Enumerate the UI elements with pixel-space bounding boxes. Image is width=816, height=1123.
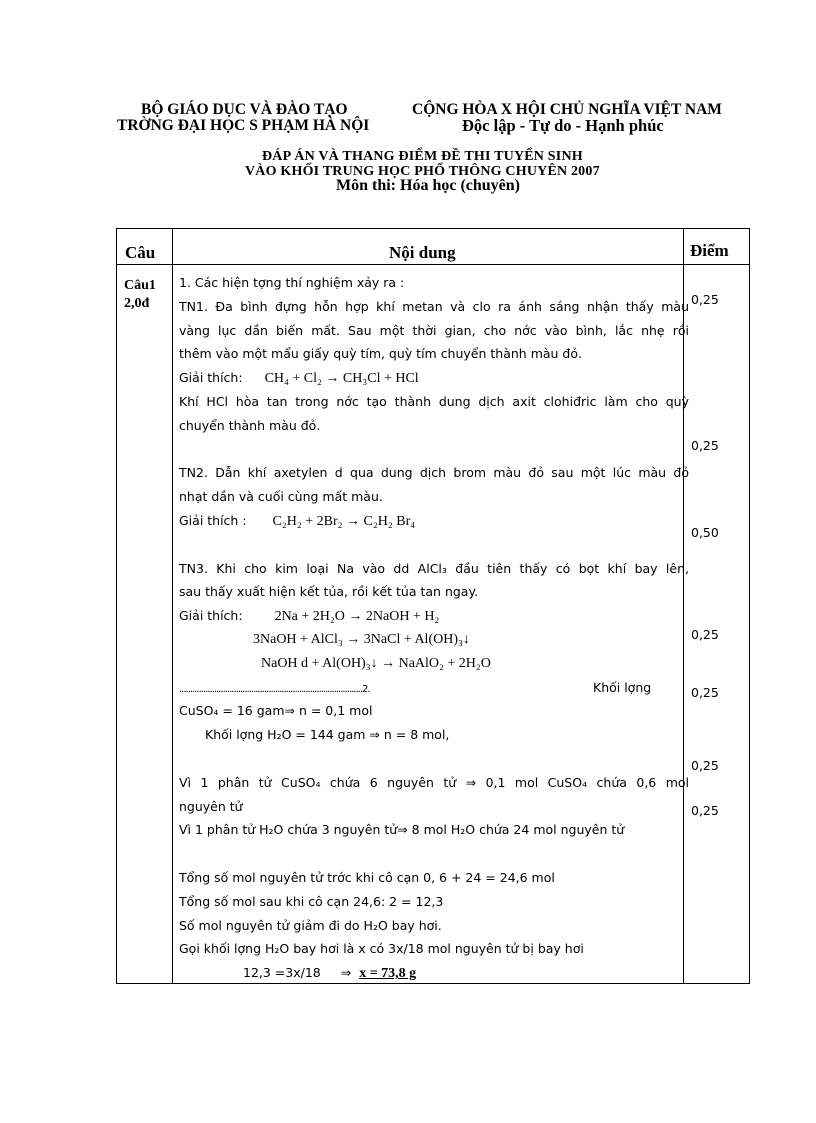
- answer-table: [116, 228, 750, 984]
- score-value: 0,25: [691, 685, 719, 700]
- content-line: Gọi khối lợng H₂O bay hơi là x có 3x/18 mol nguyên tử bị bay hơi: [179, 941, 584, 957]
- equation: 12,3 =3x/18: [243, 965, 321, 981]
- equation: C₂H₂ + 2Br₂ → C₂H₂ Br₄: [272, 513, 416, 529]
- content-line: [179, 366, 689, 390]
- implies-arrow: ⇒: [340, 965, 352, 981]
- content-line: CuSO₄ = 16 gam⇒ n = 0,1 mol: [179, 703, 373, 719]
- explain-label: Giải thích:: [179, 370, 243, 386]
- score-value: 0,25: [691, 627, 719, 642]
- equation: 2Na + 2H₂O → 2NaOH + H₂: [274, 609, 440, 625]
- content-line: thêm vào một mẩu giấy quỳ tím, quỳ tím chuyển thành màu đỏ.: [179, 346, 582, 362]
- content-text: Khối lợng: [593, 679, 652, 695]
- score-value: 0,25: [691, 292, 719, 307]
- question-label: Câu1: [124, 278, 156, 293]
- content-line: Khí HCl hòa tan trong nớc tạo thành dung dịch axit clohiđric làm cho quỳ: [179, 393, 689, 409]
- doc-title-line2: VÀO KHỐI TRUNG HỌC PHỔ THÔNG CHUYÊN 2007: [245, 164, 600, 179]
- doc-title-line1: ĐÁP ÁN VÀ THANG ĐIỂM ĐỀ THI TUYỂN SINH: [262, 149, 583, 164]
- col-header-content: Nội dung: [389, 243, 456, 262]
- question-cell: [124, 277, 156, 313]
- republic-name: CỘNG HÒA X HỘI CHỦ NGHĨA VIỆT NAM: [412, 101, 722, 118]
- equation: CH₄ + Cl₂ → CH₃Cl + HCl: [264, 371, 419, 387]
- content-line: 1. Các hiện tợng thí nghiệm xảy ra :: [179, 275, 405, 290]
- question-points: 2,0đ: [124, 296, 150, 311]
- content-line: Vì 1 phân tử H₂O chứa 3 nguyên tử⇒ 8 mol H₂O chứa 24 mol nguyên tử: [179, 822, 625, 838]
- content-line: TN3. Khi cho kim loại Na vào dd AlCl₃ đầu tiên thấy có bọt khí bay lên,: [179, 560, 689, 576]
- dotted-separator: ....................................................................................2.: [179, 683, 370, 695]
- score-value: 0,50: [691, 525, 719, 540]
- doc-subject: Môn thi: Hóa học (chuyên): [336, 177, 520, 194]
- content-line: chuyển thành màu đỏ.: [179, 417, 321, 433]
- final-answer: x = 73,8 g: [359, 966, 417, 982]
- equation: NaOH d + Al(OH)₃↓ → NaAlO₂ + 2H₂O: [261, 655, 491, 671]
- col-header-question: Câu: [125, 243, 156, 262]
- ministry-name: BỘ GIÁO DỤC VÀ ĐÀO TẠO: [141, 101, 348, 118]
- content-line: Số mol nguyên tử giảm đi do H₂O bay hơi.: [179, 917, 442, 933]
- col-header-score: Điểm: [690, 241, 729, 260]
- content-line: Tổng số mol nguyên tử trớc khi cô cạn 0, 6 + 24 = 24,6 mol: [179, 869, 555, 885]
- content-line: Tổng số mol sau khi cô cạn 24,6: 2 = 12,3: [179, 893, 444, 909]
- national-motto: Độc lập - Tự do - Hạnh phúc: [462, 116, 664, 135]
- explain-label: Giải thích:: [179, 608, 243, 624]
- content-line: TN2. Dẫn khí axetylen d qua dung dịch brom màu đỏ sau một lúc màu đỏ: [179, 465, 689, 481]
- content-line: [179, 509, 689, 533]
- content-line: nguyên tử: [179, 798, 243, 814]
- content-line: TN1. Đa bình đựng hỗn hợp khí metan và clo ra ánh sáng nhận thấy màu: [179, 298, 689, 314]
- explain-label: Giải thích :: [179, 512, 247, 528]
- answer-content: [179, 271, 689, 985]
- equation: 3NaOH + AlCl₃ → 3NaCl + Al(OH)₃↓: [253, 631, 470, 647]
- content-line: Vì 1 phân tử CuSO₄ chứa 6 nguyên tử ⇒ 0,1 mol CuSO₄ chứa 0,6 mol: [179, 774, 689, 790]
- content-line: [179, 604, 689, 628]
- content-line: [179, 676, 689, 700]
- school-name: TRỜNG ĐẠI HỌC S PHẠM HÀ NỘI: [117, 117, 370, 134]
- score-value: 0,25: [691, 438, 719, 453]
- content-line: nhạt dần và cuối cùng mất màu.: [179, 489, 383, 505]
- content-line: Khối lợng H₂O = 144 gam ⇒ n = 8 mol,: [205, 727, 450, 743]
- score-value: 0,25: [691, 758, 719, 773]
- content-line: sau thấy xuất hiện kết tủa, rồi kết tủa tan ngay.: [179, 584, 479, 600]
- content-line: vàng lục dần biến mất. Sau một thời gian, cho nớc vào bình, lắc nhẹ rồi: [179, 322, 689, 338]
- score-value: 0,25: [691, 803, 719, 818]
- content-line: [179, 961, 689, 985]
